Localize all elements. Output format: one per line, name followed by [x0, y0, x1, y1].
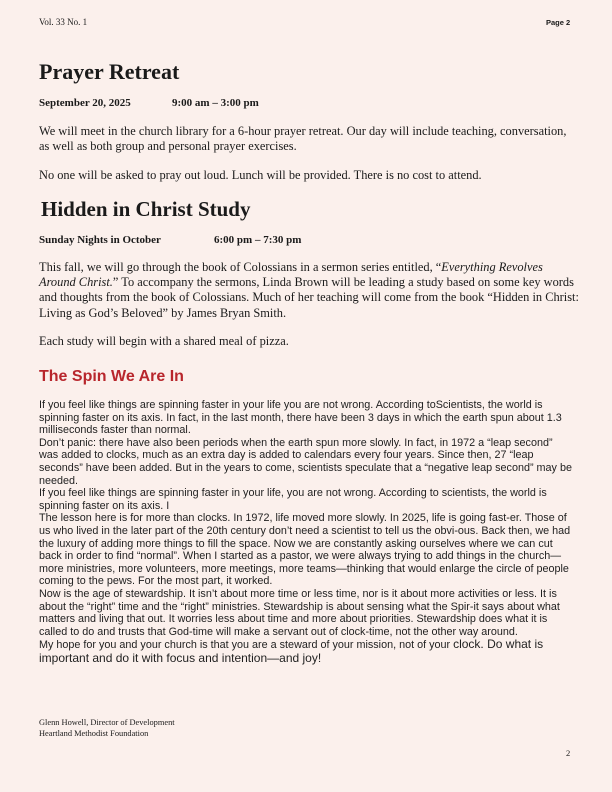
- hidden-in-christ-paragraph-2: Each study will begin with a shared meal of pizza.: [39, 334, 289, 348]
- spin-title: The Spin We Are In: [39, 368, 184, 385]
- spin-article-body: [39, 399, 574, 665]
- page-number: 2: [566, 748, 571, 758]
- page-label: Page 2: [546, 18, 571, 27]
- signature-name: Glenn Howell, Director of Development: [39, 718, 175, 727]
- prayer-retreat-title: Prayer Retreat: [39, 59, 180, 84]
- hidden-in-christ-schedule: [39, 234, 302, 246]
- spin-paragraph-1: If you feel like things are spinning faster in your life you are not wrong. According toScientists, the world is spinning faster on its axis. In fact, in the last month, there have been 3 days in which the earth spun about 1.3 milliseconds faster than normal.: [39, 399, 562, 437]
- spin-paragraph-6: [39, 638, 574, 665]
- prayer-retreat-date: September 20, 2025: [39, 97, 131, 109]
- spin-paragraph-5: Now is the age of stewardship. It isn’t about more time or less time, nor is it about more activities or less. It is about the “right” time and the “right” ministries. Stewardship is about sensing what the Spir-it says about what matters and living that out. It worries less about time and more about priorities. Stewardship does what it is called to do and trusts that God-time will make a servant out of clock-time, not the other way around.: [39, 587, 560, 638]
- volume-label: Vol. 33 No. 1: [39, 17, 88, 27]
- hidden-in-christ-para1-start: This fall, we will go through the book of Colossians in a sermon series entitled, “: [39, 260, 442, 274]
- hidden-in-christ-title: Hidden in Christ Study: [41, 197, 251, 221]
- signature-org: Heartland Methodist Foundation: [39, 729, 149, 738]
- hidden-in-christ-date: Sunday Nights in October: [39, 234, 161, 246]
- prayer-retreat-schedule: [39, 97, 259, 109]
- hidden-in-christ-paragraph-1: [39, 260, 579, 321]
- sermon-series-title: Everything Revolves Around Christ.: [39, 260, 543, 290]
- spin-paragraph-4: The lesson here is for more than clocks. In 1972, life moved more slowly. In 2025, life is going fast-er. Those of us who lived in the later part of the 20th century don’t need a scientist to tell us the obvi-ous. Back then, we had the luxury of adding more things to fill the space. Now we are constantly asking ourselves where we can cut back in order to find “normal”. When I started as a pastor, we were always trying to add things in the church—more ministries, more volunteers, more meetings, more teams—thinking that would enlarge the circle of people coming to the pews. For the most part, it worked.: [39, 512, 571, 588]
- hidden-in-christ-para1-end: ” To accompany the sermons, Linda Brown will be leading a study based on some key words and thoughts from the book of Colossians. Much of her teaching will come from the book “Hidden in Christ: Living as God’s Beloved” by James Bryan Smith.: [39, 275, 579, 320]
- prayer-retreat-paragraph-1: We will meet in the church library for a 6-hour prayer retreat. Our day will include teaching, conversation, as well as both group and personal prayer exercises.: [39, 124, 567, 154]
- prayer-retreat-paragraph-2: No one will be asked to pray out loud. Lunch will be provided. There is no cost to attend.: [39, 168, 482, 182]
- spin-paragraph-6-start: My hope for you and your church is that you are a steward of your mission, not of your: [39, 639, 454, 652]
- prayer-retreat-time: 9:00 am – 3:00 pm: [172, 97, 259, 109]
- hidden-in-christ-time: 6:00 pm – 7:30 pm: [214, 234, 302, 246]
- signature-block: [39, 717, 175, 739]
- spin-paragraph-2: Don’t panic: there have also been periods when the earth spun more slowly. In fact, in 1972 a “leap second” was added to clocks, much as an extra day is added to calendars every four years. Since then, 27 “leap seconds” have been added. But in the years to come, scientists speculate that a “negative leap second” may be needed.: [39, 436, 572, 487]
- spin-paragraph-6-end: clock. Do what is important and do it with focus and intention—and joy!: [39, 637, 544, 665]
- spin-paragraph-3: If you feel like things are spinning faster in your life, you are not wrong. According to scientists, the world is spinning faster on its axis. I: [39, 487, 547, 512]
